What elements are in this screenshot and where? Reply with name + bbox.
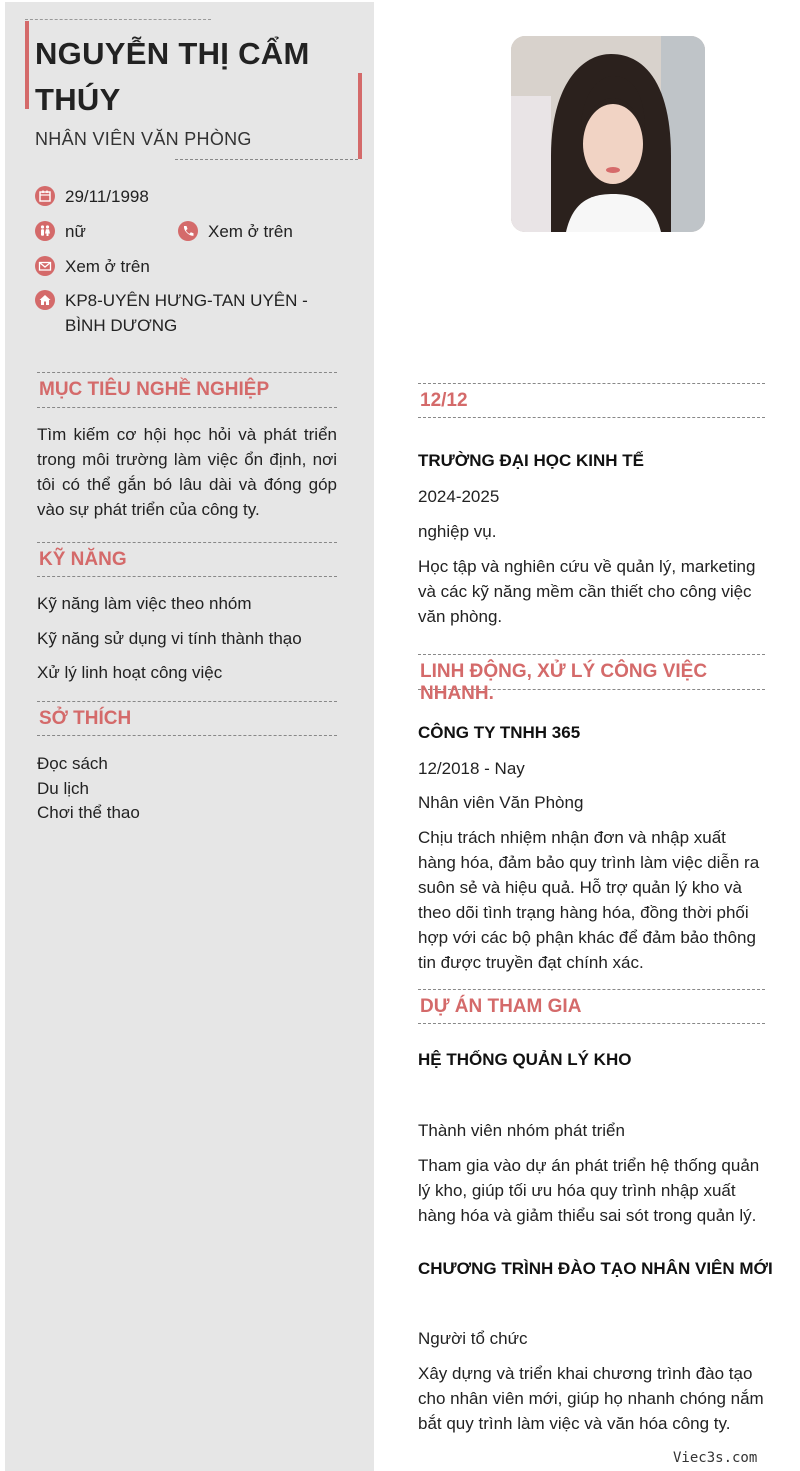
envelope-icon (35, 256, 55, 276)
email-text: Xem ở trên (65, 257, 150, 276)
objective-heading: MỤC TIÊU NGHỀ NGHIỆP (37, 372, 337, 408)
objective-text: Tìm kiếm cơ hội học hỏi và phát triển trong môi trường làm việc ổn định, nơi tôi có thể gắn bó lâu dài và đóng góp vào sự phát triển của công ty. (37, 425, 337, 519)
contact-phone (178, 219, 293, 244)
school-name: TRƯỜNG ĐẠI HỌC KINH TẾ (418, 451, 644, 470)
education-major: nghiệp vụ. (418, 522, 497, 541)
name-block (25, 21, 362, 161)
home-icon (35, 290, 55, 310)
watermark: Viec3s.com (673, 1450, 758, 1466)
hobby-item: Đọc sách (37, 754, 108, 773)
project-description: Tham gia vào dự án phát triển hệ thống quản lý kho, giúp tối ưu hóa quy trình nhập xuất hàng hóa và giảm thiểu sai sót trong quản lý. (418, 1156, 760, 1225)
hobby-item: Du lịch (37, 779, 89, 798)
project-role: Người tổ chức (418, 1329, 528, 1348)
experience-heading: LINH ĐỘNG, XỬ LÝ CÔNG VIỆC NHANH. (418, 654, 765, 690)
name-accent-bar-right (358, 73, 362, 159)
skill-item: Kỹ năng sử dụng vi tính thành thạo (37, 629, 302, 648)
skill-item: Kỹ năng làm việc theo nhóm (37, 594, 252, 613)
education-description: Học tập và nghiên cứu về quản lý, marketing và các kỹ năng mềm cần thiết cho công việc văn phòng. (418, 557, 756, 626)
experience-description: Chịu trách nhiệm nhận đơn và nhập xuất hàng hóa, đảm bảo quy trình làm việc diễn ra suôn sẻ và hiệu quả. Hỗ trợ quản lý kho và theo dõi tình trạng hàng hóa, đồng thời phối hợp với các bộ phận khác để đảm bảo thông tin được truyền đạt chính xác. (418, 828, 760, 972)
profile-photo (511, 36, 705, 232)
company-name: CÔNG TY TNHH 365 (418, 723, 581, 742)
experience-position: Nhân viên Văn Phòng (418, 793, 584, 812)
calendar-icon (35, 186, 55, 206)
experience-period: 12/2018 - Nay (418, 759, 525, 778)
skill-item: Xử lý linh hoạt công việc (37, 663, 223, 682)
gender-text: nữ (65, 222, 86, 241)
phone-icon (178, 221, 198, 241)
phone-text: Xem ở trên (208, 222, 293, 241)
name-accent-bar-left (25, 21, 29, 109)
name-divider (175, 159, 358, 160)
project-name: HỆ THỐNG QUẢN LÝ KHO (418, 1050, 632, 1069)
skills-heading: KỸ NĂNG (37, 542, 337, 577)
project-name: CHƯƠNG TRÌNH ĐÀO TẠO NHÂN VIÊN MỚI (418, 1259, 773, 1278)
dob-text: 29/11/1998 (65, 187, 149, 206)
education-heading: 12/12 (418, 383, 765, 418)
contact-dob (35, 184, 149, 209)
candidate-name: NGUYỄN THỊ CẨM THÚY (35, 36, 310, 117)
hobby-item: Chơi thể thao (37, 803, 140, 822)
education-period: 2024-2025 (418, 487, 500, 506)
project-description: Xây dựng và triển khai chương trình đào tạo cho nhân viên mới, giúp họ nhanh chóng nắm bắt quy trình làm việc và văn hóa công ty. (418, 1364, 764, 1433)
project-role: Thành viên nhóm phát triển (418, 1121, 625, 1140)
job-title: NHÂN VIÊN VĂN PHÒNG (35, 129, 252, 149)
projects-heading: DỰ ÁN THAM GIA (418, 989, 765, 1024)
hobbies-heading: SỞ THÍCH (37, 701, 337, 736)
top-divider (25, 19, 211, 20)
contact-address (35, 288, 325, 338)
contact-email (35, 254, 150, 279)
contact-gender (35, 219, 86, 244)
address-text: KP8-UYÊN HƯNG-TAN UYÊN - BÌNH DƯƠNG (65, 291, 308, 335)
gender-icon (35, 221, 55, 241)
